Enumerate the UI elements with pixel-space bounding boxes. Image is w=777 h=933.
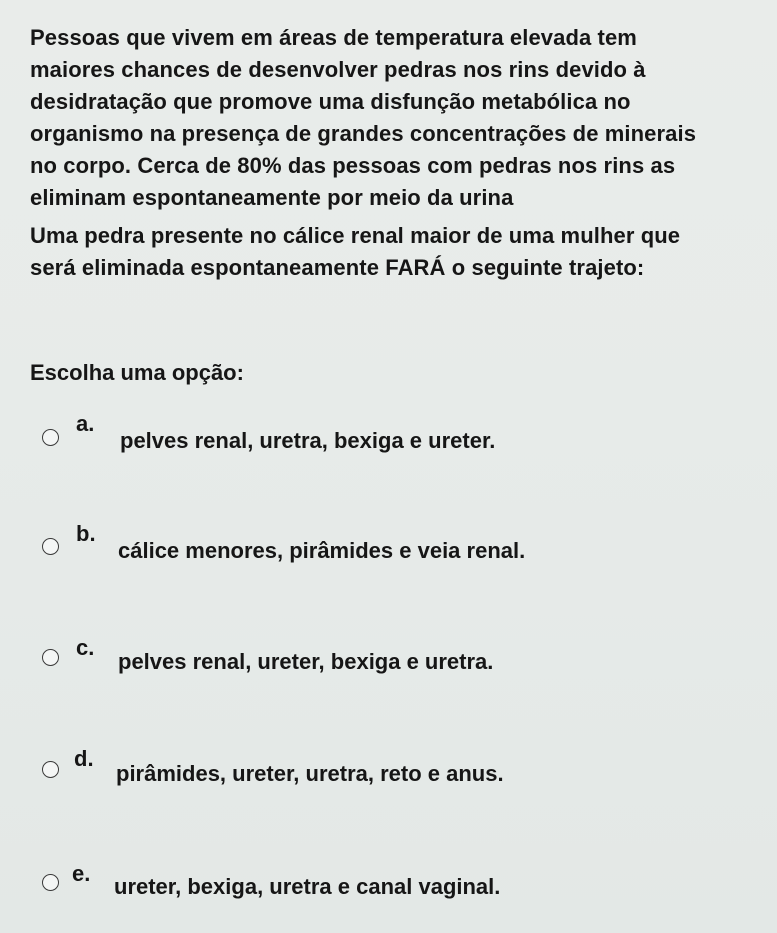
- question-line: no corpo. Cerca de 80% das pessoas com pedras nos rins as: [30, 153, 676, 178]
- option-letter: a.: [76, 411, 95, 436]
- question-paragraph-1: [30, 22, 750, 214]
- option-e[interactable]: [0, 862, 777, 922]
- question-emphasis: FARÁ: [385, 255, 446, 280]
- choose-option-label: Escolha uma opção:: [30, 360, 244, 385]
- option-text[interactable]: pelves renal, uretra, bexiga e ureter.: [120, 428, 496, 453]
- question-line: organismo na presença de grandes concentrações de minerais: [30, 121, 697, 146]
- option-text[interactable]: pirâmides, ureter, uretra, reto e anus.: [116, 761, 504, 786]
- radio-button-d[interactable]: [42, 761, 59, 778]
- option-d[interactable]: [0, 747, 777, 807]
- option-a[interactable]: [0, 412, 777, 472]
- option-letter: b.: [76, 521, 96, 546]
- question-paragraph-2: [30, 220, 750, 284]
- radio-button-c[interactable]: [42, 649, 59, 666]
- question-line: desidratação que promove uma disfunção metabólica no: [30, 89, 631, 114]
- question-line: Pessoas que vivem em áreas de temperatura elevada tem: [30, 25, 637, 50]
- option-letter: c.: [76, 635, 95, 660]
- question-line: maiores chances de desenvolver pedras nos rins devido à: [30, 57, 646, 82]
- option-letter: e.: [72, 861, 91, 886]
- option-c[interactable]: [0, 636, 777, 696]
- option-b[interactable]: [0, 522, 777, 582]
- option-text[interactable]: cálice menores, pirâmides e veia renal.: [118, 538, 526, 563]
- question-line: eliminam espontaneamente por meio da urina: [30, 185, 514, 210]
- radio-button-b[interactable]: [42, 538, 59, 555]
- radio-button-e[interactable]: [42, 874, 59, 891]
- question-line: será eliminada espontaneamente: [30, 255, 386, 280]
- question-text: [30, 22, 750, 284]
- radio-button-a[interactable]: [42, 429, 59, 446]
- option-letter: d.: [74, 746, 94, 771]
- option-text[interactable]: pelves renal, ureter, bexiga e uretra.: [118, 649, 494, 674]
- question-line: o seguinte trajeto:: [445, 255, 645, 280]
- option-text[interactable]: ureter, bexiga, uretra e canal vaginal.: [114, 874, 501, 899]
- question-line: Uma pedra presente no cálice renal maior de uma mulher que: [30, 223, 681, 248]
